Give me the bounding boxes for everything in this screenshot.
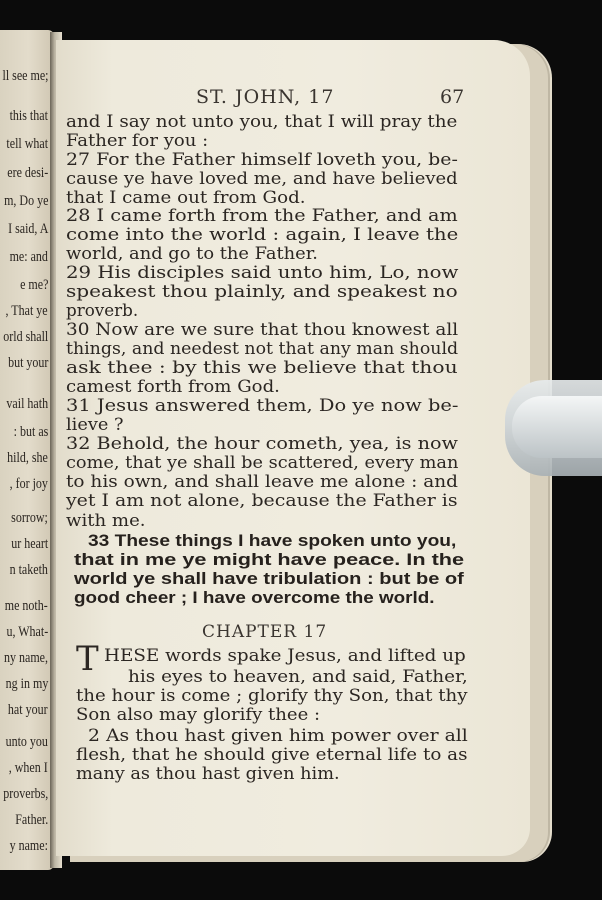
text-line: 28 I came forth from the Father, and am [66,206,458,225]
text-line: with me. [66,511,146,530]
text-line: to his own, and shall leave me alone : and [66,472,458,491]
left-page-fragment: Father. [15,812,48,828]
left-page-fragment: tell what [6,136,48,152]
left-page-fragment: ere desi- [7,165,48,181]
text-line: 31 Jesus answered them, Do ye now be- [66,396,459,415]
text-line: things, and needest not that any man should [66,339,459,358]
text-line: ask thee : by this we believe that thou [66,358,458,377]
text-line: 30 Now are we sure that thou knowest all [66,320,459,339]
text-line: flesh, that he should give eternal life to as [76,745,468,764]
left-page-fragment: n taketh [9,562,48,578]
text-line: Father for you : [66,131,209,150]
text-line: lieve ? [66,415,124,434]
text-line: and I say not unto you, that I will pray the [66,112,458,131]
text-line: yet I am not alone, because the Father is [66,491,458,510]
text-line: proverb. [66,301,139,320]
text-line: world, and go to the Father. [66,244,318,263]
left-page [0,30,54,870]
left-page-fragment: ur heart [11,536,48,552]
left-page-fragment: hat your [8,702,48,718]
text-line: 2 As thou hast given him power over all [88,726,468,745]
text-line: the hour is come ; glorify thy Son, that thy [76,686,468,705]
left-page-fragment: u, What- [6,624,48,640]
left-page-fragment: but your [7,355,48,371]
text-line: that I came out from God. [66,188,306,207]
left-page-fragment: m, Do ye [3,193,48,209]
left-page-fragment: e me? [19,277,48,293]
page-number: 67 [440,86,465,108]
text-line: that in me ye might have peace. In the [74,551,465,569]
text-line: world ye shall have tribulation : but be of [74,570,464,588]
text-line: cause ye have loved me, and have believed [66,169,458,188]
text-line: many as thou hast given him. [76,764,340,783]
text-line: 33 These things I have spoken unto you, [88,532,457,550]
left-page-fragment: this that [9,108,48,124]
chapter-heading: CHAPTER 17 [202,622,328,642]
text-line: his eyes to heaven, and said, Father, [128,667,468,686]
left-page-fragment: , for joy [9,476,48,492]
left-page-fragment: y name: [9,838,48,854]
left-page-fragment: : but as [13,424,48,440]
left-page-fragment: hild, she [7,450,48,466]
left-page-fragment: I said, A [7,221,48,237]
drop-cap: T [76,639,99,679]
text-line: come, that ye shall be scattered, every man [66,453,459,472]
left-page-fragment: , That ye [5,303,48,319]
left-page-fragment: me: and [9,249,48,265]
text-line: 32 Behold, the hour cometh, yea, is now [66,434,458,453]
text-line: speakest thou plainly, and speakest no [66,282,458,301]
text-line: 27 For the Father himself loveth you, be- [66,150,458,169]
text-line: Son also may glorify thee : [76,705,321,724]
text-line: 29 His disciples said unto him, Lo, now [66,263,459,282]
page-clip-highlight [512,396,602,458]
left-page-fragment: ng in my [5,676,48,692]
left-page-fragment: me noth- [5,598,48,614]
text-line: come into the world : again, I leave the [66,225,459,244]
left-page-fragment: orld shall [3,329,48,345]
left-page-fragment: proverbs, [3,786,48,802]
text-line: HESE words spake Jesus, and lifted up [104,646,466,665]
left-page-fragment: , when I [9,760,48,776]
running-head: ST. JOHN, 17 [196,86,335,108]
text-line: camest forth from God. [66,377,280,396]
left-page-fragment: unto you [5,734,48,750]
left-page-fragment: vail hath [6,396,48,412]
left-page-fragment: ll see me; [2,68,48,84]
left-page-fragment: sorrow; [11,510,48,526]
text-line: good cheer ; I have overcome the world. [74,589,435,607]
left-page-fragment: ny name, [4,650,48,666]
